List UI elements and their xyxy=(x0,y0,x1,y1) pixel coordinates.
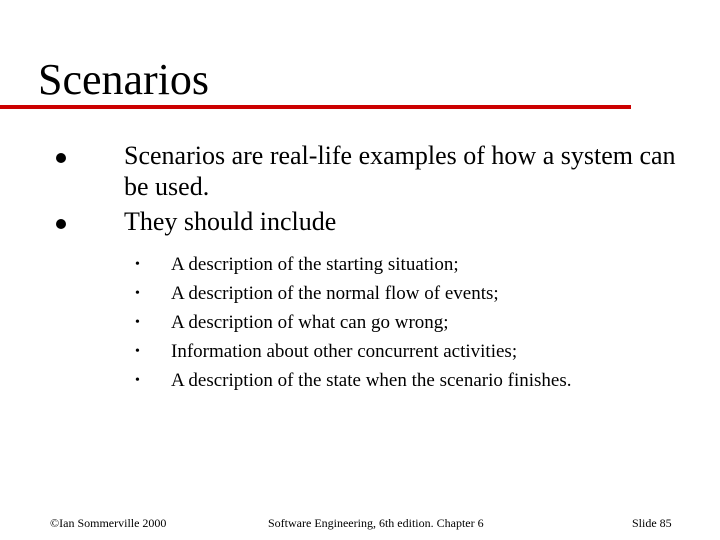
sub-bullet-icon: • xyxy=(135,257,140,272)
sub-bullet-icon: • xyxy=(135,286,140,301)
sub-bullet-list xyxy=(0,250,720,395)
slide-title: Scenarios xyxy=(38,55,210,104)
sub-bullet-text: A description of the normal flow of events; xyxy=(171,283,499,304)
sub-bullet-text: A description of the starting situation; xyxy=(171,254,459,275)
bullet-text: Scenarios are real-life examples of how a system can be used. xyxy=(124,141,676,201)
sub-bullet-text: A description of what can go wrong; xyxy=(171,312,449,333)
footer-book-title: Software Engineering, 6th edition. Chapter 6 xyxy=(268,516,484,530)
main-bullet-list xyxy=(0,140,720,237)
bullet-text: They should include xyxy=(124,207,337,236)
bullet-item xyxy=(0,206,720,237)
sub-bullet-item xyxy=(0,366,720,395)
sub-bullet-text: Information about other concurrent activities; xyxy=(171,341,518,362)
sub-bullet-item xyxy=(0,337,720,366)
sub-bullet-icon: • xyxy=(135,315,140,330)
bullet-dot-icon xyxy=(56,219,66,229)
sub-bullet-item xyxy=(0,279,720,308)
title-underline xyxy=(0,105,631,109)
sub-bullet-icon: • xyxy=(135,344,140,359)
sub-bullet-item xyxy=(0,250,720,279)
footer-copyright: ©Ian Sommerville 2000 xyxy=(50,516,167,530)
sub-bullet-item xyxy=(0,308,720,337)
bullet-dot-icon xyxy=(56,153,66,163)
sub-bullet-icon: • xyxy=(135,373,140,388)
sub-bullet-text: A description of the state when the scenario finishes. xyxy=(171,370,572,391)
footer-slide-number: Slide 85 xyxy=(632,516,672,530)
bullet-item xyxy=(0,140,720,202)
